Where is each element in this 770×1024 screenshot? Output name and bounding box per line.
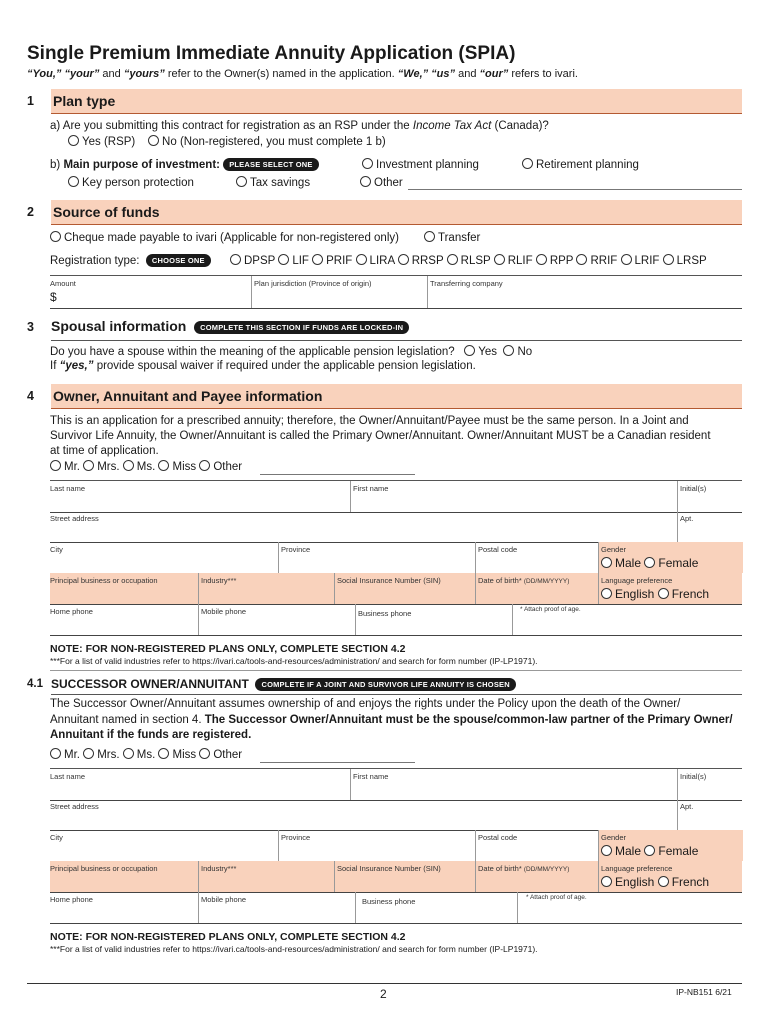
registration-type-options bbox=[230, 254, 707, 267]
successor-paragraph-2: Annuitant named in section 4. The Successor Owner/Annuitant must be the spouse/common-law partner of the Primary Owner/ bbox=[50, 714, 733, 726]
radio-key-person[interactable]: Key person protection bbox=[68, 176, 194, 189]
successor-city-row: City Province Postal code Gender Male Female bbox=[50, 830, 742, 862]
owner-salutation-options bbox=[50, 460, 242, 473]
page-title: Single Premium Immediate Annuity Application (SPIA) bbox=[27, 43, 516, 64]
radio-yes-rsp[interactable]: Yes (RSP) bbox=[68, 136, 135, 148]
owner-city-row: City Province Postal code Gender Male Female bbox=[50, 542, 742, 574]
radio-lrif[interactable]: LRIF bbox=[621, 255, 660, 267]
radio-other-title[interactable]: Other bbox=[199, 461, 242, 473]
radio-no-nonregistered[interactable]: No (Non-registered, you must complete 1 b) bbox=[148, 136, 386, 148]
successor-occupation-row: Principal business or occupation Industry*** Social Insurance Number (SIN) Date of birth* (DD/MM/YYYY) Language preference English French bbox=[50, 861, 742, 893]
section-2-title: Source of funds bbox=[53, 204, 160, 220]
plan-type-a-options bbox=[68, 135, 386, 148]
radio-french[interactable]: French bbox=[658, 587, 709, 601]
radio-tax-savings[interactable]: Tax savings bbox=[236, 176, 310, 189]
owner-name-row: Last name First name Initial(s) bbox=[50, 480, 742, 513]
form-code: IP-NB151 6/21 bbox=[676, 987, 732, 997]
radio-successor-french[interactable]: French bbox=[658, 875, 709, 889]
radio-miss[interactable]: Miss bbox=[158, 461, 196, 473]
owner-occupation-row: Principal business or occupation Industry*** Social Insurance Number (SIN) Date of birth* (DD/MM/YYYY) Language preference English French bbox=[50, 573, 742, 605]
successor-footnote: ***For a list of valid industries refer to https://ivari.ca/tools-and-resources/administration/ and search for form number (IP-LP1971). bbox=[50, 944, 538, 954]
registration-type-row: Registration type: CHOOSE ONE bbox=[50, 254, 211, 267]
radio-lrsp[interactable]: LRSP bbox=[663, 255, 707, 267]
owner-note: NOTE: FOR NON-REGISTERED PLANS ONLY, COMPLETE SECTION 4.2 bbox=[50, 643, 406, 655]
owner-address-row: Street address Apt. bbox=[50, 511, 742, 543]
plan-type-question-a: a) Are you submitting this contract for registration as an RSP under the Income Tax Act (Canada)? bbox=[50, 120, 549, 132]
locked-in-pill: COMPLETE THIS SECTION IF FUNDS ARE LOCKED-IN bbox=[194, 321, 409, 334]
radio-prif[interactable]: PRIF bbox=[312, 255, 352, 267]
successor-paragraph-3: Annuitant if the funds are registered. bbox=[50, 729, 252, 741]
radio-other-purpose[interactable]: Other bbox=[360, 176, 403, 189]
radio-rlsp[interactable]: RLSP bbox=[447, 255, 491, 267]
spousal-waiver-note: If “yes,” provide spousal waiver if required under the applicable pension legislation. bbox=[50, 360, 476, 372]
section-41-number: 4.1 bbox=[27, 678, 43, 690]
plan-type-question-b: b) Main purpose of investment: PLEASE SELECT ONE bbox=[50, 158, 319, 171]
successor-name-row: Last name First name Initial(s) bbox=[50, 768, 742, 801]
owner-footnote: ***For a list of valid industries refer to https://ivari.ca/tools-and-resources/administration/ and search for form number (IP-LP1971). bbox=[50, 656, 538, 666]
section-3-divider bbox=[51, 340, 742, 341]
radio-successor-male[interactable]: Male bbox=[601, 844, 641, 858]
owner-footnote-divider bbox=[50, 670, 742, 671]
footer-divider bbox=[27, 983, 742, 984]
joint-survivor-pill: COMPLETE IF A JOINT AND SURVIVOR LIFE ANNUITY IS CHOSEN bbox=[255, 678, 515, 691]
radio-rrif[interactable]: RRIF bbox=[576, 255, 617, 267]
radio-spouse-no[interactable]: No bbox=[503, 346, 532, 358]
section-4-title: Owner, Annuitant and Payee information bbox=[53, 388, 323, 404]
radio-retirement-planning[interactable]: Retirement planning bbox=[522, 158, 639, 171]
radio-spouse-yes[interactable]: Yes bbox=[464, 346, 497, 358]
radio-lira[interactable]: LIRA bbox=[356, 255, 395, 267]
radio-cheque[interactable]: Cheque made payable to ivari (Applicable for non-registered only) bbox=[50, 231, 399, 244]
radio-dpsp[interactable]: DPSP bbox=[230, 255, 275, 267]
successor-address-row: Street address Apt. bbox=[50, 799, 742, 831]
radio-successor-miss[interactable]: Miss bbox=[158, 749, 196, 761]
radio-successor-other[interactable]: Other bbox=[199, 749, 242, 761]
section-4-paragraph-1: This is an application for a prescribed annuity; therefore, the Owner/Annuitant/Payee must be the same person. In a Joint and bbox=[50, 415, 689, 427]
radio-investment-planning[interactable]: Investment planning bbox=[362, 158, 479, 171]
section-2-header: 2 Source of funds bbox=[27, 200, 742, 224]
section-3-number: 3 bbox=[27, 320, 34, 334]
radio-successor-female[interactable]: Female bbox=[644, 844, 698, 858]
successor-other-title-field[interactable] bbox=[260, 762, 415, 763]
section-41-title: SUCCESSOR OWNER/ANNUITANT COMPLETE IF A JOINT AND SURVIVOR LIFE ANNUITY IS CHOSEN bbox=[51, 677, 516, 691]
section-4-paragraph-2: Survivor Life Annuity, the Owner/Annuitant is called the Primary Owner/Annuitant. Owner/Annuitant MUST be a Canadian resident bbox=[50, 430, 711, 442]
radio-rpp[interactable]: RPP bbox=[536, 255, 573, 267]
section-1-title: Plan type bbox=[53, 93, 116, 109]
radio-ms[interactable]: Ms. bbox=[123, 461, 156, 473]
other-purpose-field[interactable] bbox=[408, 189, 742, 190]
radio-successor-mrs[interactable]: Mrs. bbox=[83, 749, 119, 761]
other-title-field[interactable] bbox=[260, 474, 415, 475]
successor-paragraph-1: The Successor Owner/Annuitant assumes ownership of and enjoys the rights under the Policy upon the death of the Owner/ bbox=[50, 698, 681, 710]
radio-successor-mr[interactable]: Mr. bbox=[50, 749, 80, 761]
select-one-pill: PLEASE SELECT ONE bbox=[223, 158, 318, 171]
radio-english[interactable]: English bbox=[601, 587, 654, 601]
radio-male[interactable]: Male bbox=[601, 556, 641, 570]
section-4-paragraph-3: at time of application. bbox=[50, 445, 159, 457]
section-41-divider bbox=[51, 694, 742, 695]
radio-mr[interactable]: Mr. bbox=[50, 461, 80, 473]
radio-rlif[interactable]: RLIF bbox=[494, 255, 533, 267]
radio-female[interactable]: Female bbox=[644, 556, 698, 570]
section-4-header: 4 Owner, Annuitant and Payee information bbox=[27, 384, 742, 408]
radio-successor-ms[interactable]: Ms. bbox=[123, 749, 156, 761]
successor-phone-row: Home phone Mobile phone Business phone * Attach proof of age. bbox=[50, 892, 742, 924]
page-number: 2 bbox=[380, 987, 387, 1001]
radio-lif[interactable]: LIF bbox=[278, 255, 309, 267]
page-subtitle: “You,” “your” and “yours” refer to the Owner(s) named in the application. “We,” “us” and “our” refers to ivari. bbox=[27, 68, 578, 80]
section-3-title: Spousal information COMPLETE THIS SECTION IF FUNDS ARE LOCKED-IN bbox=[51, 318, 409, 334]
radio-successor-english[interactable]: English bbox=[601, 875, 654, 889]
funds-detail-row: Amount $ Plan jurisdiction (Province of origin) Transferring company bbox=[50, 275, 742, 309]
spouse-question: Do you have a spouse within the meaning of the applicable pension legislation? Yes No bbox=[50, 346, 533, 358]
radio-transfer[interactable]: Transfer bbox=[424, 231, 480, 244]
successor-note: NOTE: FOR NON-REGISTERED PLANS ONLY, COMPLETE SECTION 4.2 bbox=[50, 931, 406, 943]
radio-mrs[interactable]: Mrs. bbox=[83, 461, 119, 473]
successor-salutation-options bbox=[50, 748, 242, 761]
owner-phone-row: Home phone Mobile phone Business phone * Attach proof of age. bbox=[50, 604, 742, 636]
choose-one-pill: CHOOSE ONE bbox=[146, 254, 211, 267]
radio-rrsp[interactable]: RRSP bbox=[398, 255, 444, 267]
section-1-header: 1 Plan type bbox=[27, 89, 742, 113]
